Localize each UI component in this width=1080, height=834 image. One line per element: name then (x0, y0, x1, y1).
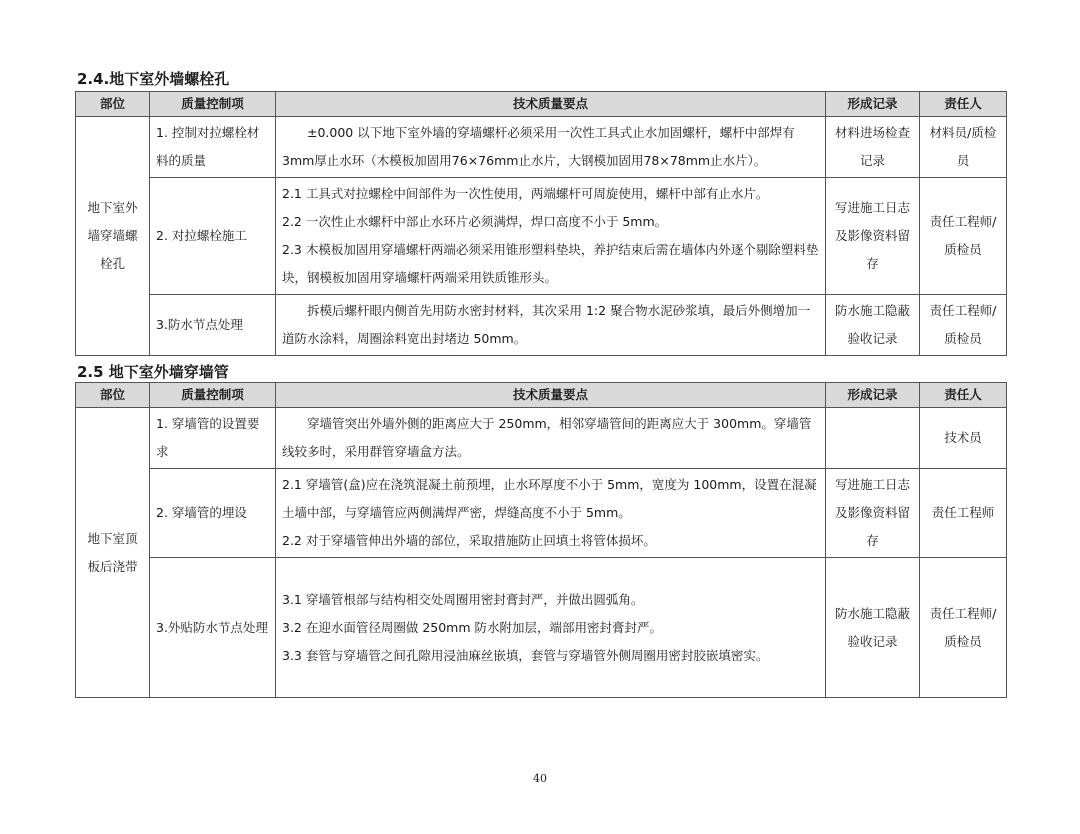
requirement-text: 3.3 套管与穿墙管之间孔隙用浸油麻丝嵌填，套管与穿墙管外侧周圈用密封胶嵌填密实。 (282, 647, 769, 663)
table-row (76, 469, 1007, 558)
header-record: 形成记录 (826, 383, 920, 408)
requirement-text: 2.3 木模板加固用穿墙螺杆两端必须采用锥形塑料垫块，养护结束后需在墙体内外逐个剔除塑料垫块，钢模板加固用穿墙螺杆两端采用铁质锥形头。 (282, 242, 819, 285)
control-item-cell: 1. 控制对拉螺栓材料的质量 (150, 117, 276, 178)
header-technical-points: 技术质量要点 (276, 92, 826, 117)
table-row (76, 178, 1007, 295)
record-cell: 写进施工日志及影像资料留存 (826, 469, 920, 558)
record-cell (826, 408, 920, 469)
record-cell: 防水施工隐蔽验收记录 (826, 558, 920, 698)
requirements-cell (276, 408, 826, 469)
requirement-text: 3.1 穿墙管根部与结构相交处周圈用密封膏封严，并做出圆弧角。 (282, 591, 644, 607)
requirement-text: 2.1 穿墙管(盒)应在浇筑混凝土前预埋，止水环厚度不小于 5mm，宽度为 100mm，设置在混凝土墙中部，与穿墙管应两侧满焊严密，焊缝高度不小于 5mm。 (282, 477, 817, 520)
control-item-cell: 3.外贴防水节点处理 (150, 558, 276, 698)
page-number: 40 (533, 772, 547, 785)
header-control-item: 质量控制项 (150, 92, 276, 117)
department-cell: 地下室顶板后浇带 (76, 408, 150, 698)
table-header-row (76, 383, 1007, 408)
requirement-text: ±0.000 以下地下室外墙的穿墙螺杆必须采用一次性工具式止水加固螺杆，螺杆中部焊有 3mm厚止水环（木模板加固用76×76mm止水片，大钢模加固用78×78mm止水片）。 (282, 125, 795, 168)
requirements-cell (276, 295, 826, 356)
section-title-2-5: 2.5 地下室外墙穿墙管 (77, 363, 229, 381)
responsible-cell: 责任工程师/质检员 (920, 295, 1007, 356)
requirement-text: 拆模后螺杆眼内侧首先用防水密封材料，其次采用 1:2 聚合物水泥砂浆填，最后外侧增加一道防水涂料，周圈涂料宽出封堵边 50mm。 (282, 303, 811, 346)
requirement-text: 3.2 在迎水面管径周圈做 250mm 防水附加层，端部用密封膏封严。 (282, 619, 663, 635)
responsible-cell: 责任工程师/质检员 (920, 558, 1007, 698)
responsible-cell: 技术员 (920, 408, 1007, 469)
quality-table-bolt-holes (75, 91, 1007, 356)
requirement-text: 2.2 对于穿墙管伸出外墙的部位，采取措施防止回填土将管体损坏。 (282, 533, 656, 548)
quality-table-wall-pipes (75, 382, 1007, 698)
control-item-cell: 2. 穿墙管的埋设 (150, 469, 276, 558)
control-item-cell: 2. 对拉螺栓施工 (150, 178, 276, 295)
requirements-cell (276, 558, 826, 698)
responsible-cell: 责任工程师/质检员 (920, 178, 1007, 295)
header-control-item: 质量控制项 (150, 383, 276, 408)
header-responsible: 责任人 (920, 92, 1007, 117)
table-header-row (76, 92, 1007, 117)
requirements-cell (276, 178, 826, 295)
requirement-text: 2.1 工具式对拉螺栓中间部件为一次性使用，两端螺杆可周旋使用，螺杆中部有止水片。 (282, 186, 769, 201)
table-row (76, 295, 1007, 356)
requirement-text: 穿墙管突出外墙外侧的距离应大于 250mm，相邻穿墙管间的距离应大于 300mm。穿墙管线较多时，采用群管穿墙盒方法。 (282, 416, 812, 459)
header-record: 形成记录 (826, 92, 920, 117)
header-technical-points: 技术质量要点 (276, 383, 826, 408)
requirements-cell (276, 117, 826, 178)
record-cell: 材料进场检查记录 (826, 117, 920, 178)
header-department: 部位 (76, 383, 150, 408)
header-department: 部位 (76, 92, 150, 117)
department-cell: 地下室外墙穿墙螺栓孔 (76, 117, 150, 356)
table-row (76, 117, 1007, 178)
table-row (76, 558, 1007, 698)
record-cell: 防水施工隐蔽验收记录 (826, 295, 920, 356)
control-item-cell: 3.防水节点处理 (150, 295, 276, 356)
requirements-cell (276, 469, 826, 558)
record-cell: 写进施工日志及影像资料留存 (826, 178, 920, 295)
responsible-cell: 材料员/质检员 (920, 117, 1007, 178)
table-row (76, 408, 1007, 469)
control-item-cell: 1. 穿墙管的设置要求 (150, 408, 276, 469)
requirement-text: 2.2 一次性止水螺杆中部止水环片必须满焊，焊口高度不小于 5mm。 (282, 214, 668, 229)
responsible-cell: 责任工程师 (920, 469, 1007, 558)
section-title-2-4: 2.4.地下室外墙螺栓孔 (77, 70, 230, 88)
header-responsible: 责任人 (920, 383, 1007, 408)
